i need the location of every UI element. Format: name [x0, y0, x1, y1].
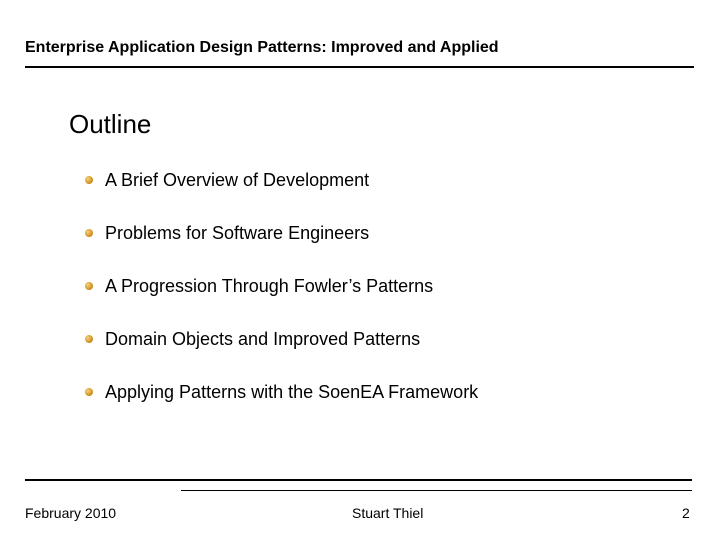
page-number: 2: [682, 505, 690, 521]
list-item: [85, 380, 478, 433]
presentation-title: Enterprise Application Design Patterns: Improved and Applied: [25, 39, 499, 56]
footer-date: February 2010: [25, 505, 117, 521]
bullet-text: Applying Patterns with the SoenEA Framework: [105, 382, 479, 402]
bullet-text: Domain Objects and Improved Patterns: [105, 329, 421, 349]
bullet-icon: [85, 282, 93, 290]
bullet-icon: [85, 335, 93, 343]
footer-divider-top: [25, 479, 692, 481]
list-item: [85, 327, 478, 380]
bullet-icon: [85, 176, 93, 184]
bullet-text: Problems for Software Engineers: [105, 223, 370, 243]
list-item: [85, 274, 478, 327]
footer-divider-bottom: [181, 490, 692, 491]
header-divider: [25, 66, 694, 68]
bullet-text: A Brief Overview of Development: [105, 170, 370, 190]
list-item: [85, 221, 478, 274]
footer-author: Stuart Thiel: [352, 505, 424, 521]
outline-list: [85, 168, 478, 433]
bullet-icon: [85, 388, 93, 396]
list-item: [85, 168, 478, 221]
slide-title: Outline: [69, 109, 152, 139]
bullet-text: A Progression Through Fowler’s Patterns: [105, 276, 434, 296]
bullet-icon: [85, 229, 93, 237]
